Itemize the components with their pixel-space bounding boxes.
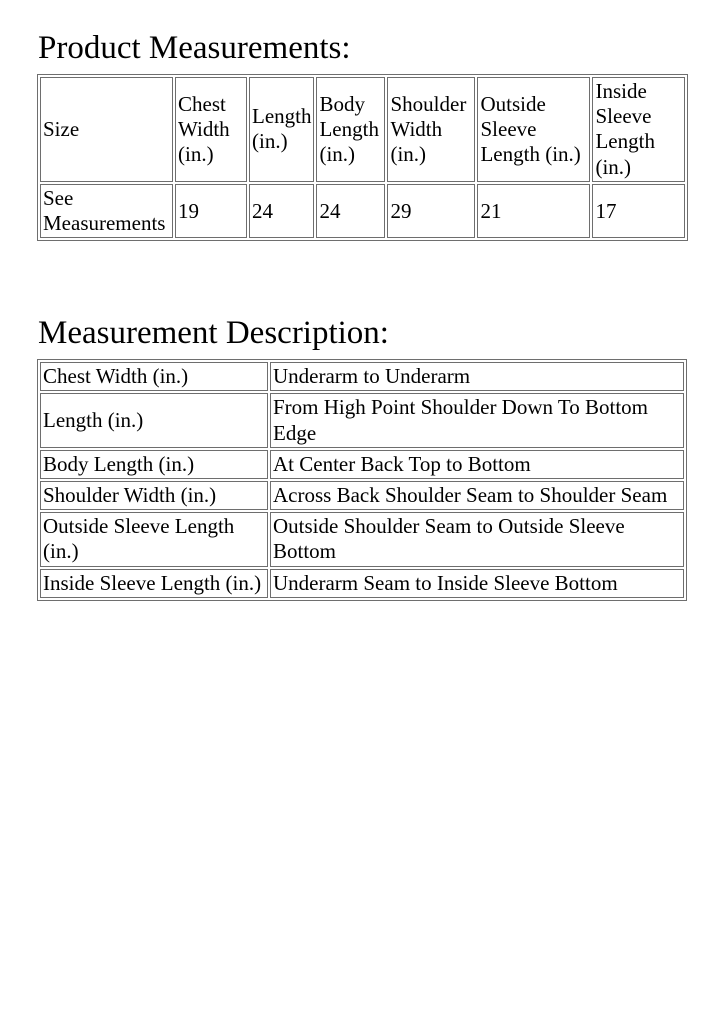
- term-cell: Length (in.): [40, 393, 268, 447]
- term-cell: Body Length (in.): [40, 450, 268, 479]
- description-cell: Underarm Seam to Inside Sleeve Bottom: [270, 569, 684, 598]
- description-row: [40, 450, 684, 479]
- data-cell-chest-width: 19: [175, 184, 247, 238]
- data-cell-size-label: See Measurements: [40, 184, 173, 238]
- header-cell-inside-sleeve: Inside Sleeve Length (in.): [592, 77, 685, 182]
- product-table-header-row: [40, 77, 685, 182]
- description-row: [40, 362, 684, 391]
- header-cell-body-length: Body Length (in.): [316, 77, 385, 182]
- header-cell-length: Length (in.): [249, 77, 314, 182]
- header-cell-chest-width: Chest Width (in.): [175, 77, 247, 182]
- term-cell: Shoulder Width (in.): [40, 481, 268, 510]
- term-cell: Chest Width (in.): [40, 362, 268, 391]
- measurement-description-title: Measurement Description:: [38, 315, 389, 352]
- description-cell: Outside Shoulder Seam to Outside Sleeve Bottom: [270, 512, 684, 566]
- header-cell-outside-sleeve: Outside Sleeve Length (in.): [477, 77, 590, 182]
- data-cell-shoulder-width: 29: [387, 184, 475, 238]
- header-cell-shoulder-width: Shoulder Width (in.): [387, 77, 475, 182]
- description-cell: Across Back Shoulder Seam to Shoulder Seam: [270, 481, 684, 510]
- term-cell: Outside Sleeve Length (in.): [40, 512, 268, 566]
- data-cell-body-length: 24: [316, 184, 385, 238]
- description-row: [40, 393, 684, 447]
- data-cell-outside-sleeve: 21: [477, 184, 590, 238]
- data-cell-inside-sleeve: 17: [592, 184, 685, 238]
- term-cell: Inside Sleeve Length (in.): [40, 569, 268, 598]
- product-measurements-table: [37, 74, 688, 241]
- header-cell-size: Size: [40, 77, 173, 182]
- product-measurements-title: Product Measurements:: [38, 30, 351, 66]
- description-row: [40, 512, 684, 566]
- description-cell: From High Point Shoulder Down To Bottom Edge: [270, 393, 684, 447]
- data-cell-length: 24: [249, 184, 314, 238]
- product-table-data-row: [40, 184, 685, 238]
- measurement-description-table: [37, 359, 687, 601]
- description-cell: At Center Back Top to Bottom: [270, 450, 684, 479]
- description-cell: Underarm to Underarm: [270, 362, 684, 391]
- description-row: [40, 481, 684, 510]
- description-row: [40, 569, 684, 598]
